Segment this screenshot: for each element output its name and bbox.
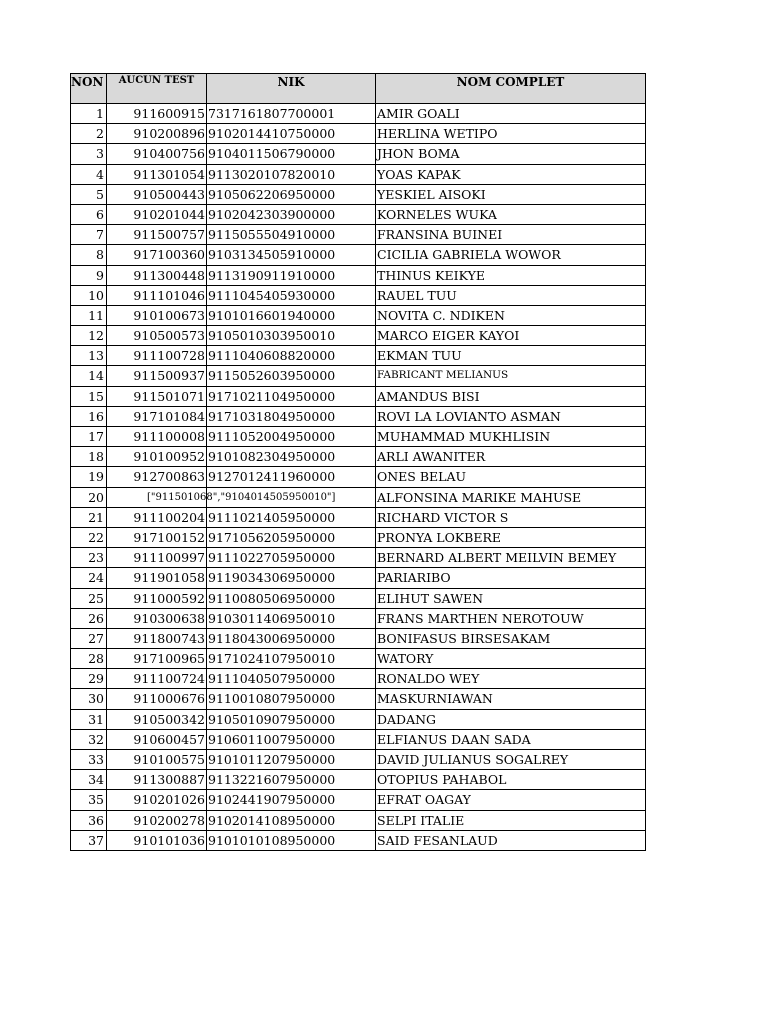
test-cell: 911000676	[107, 689, 207, 709]
test-cell: 910500443	[107, 184, 207, 204]
nik-cell: 9102014410750000	[207, 124, 376, 144]
table-row	[71, 507, 646, 527]
nik-cell: 9111052004950000	[207, 427, 376, 447]
name-cell: OTOPIUS PAHABOL	[376, 770, 646, 790]
nik-cell: 9101011207950000	[207, 750, 376, 770]
nik-cell: 9104011506790000	[207, 144, 376, 164]
row-number: 5	[71, 184, 107, 204]
table-body	[71, 104, 646, 851]
row-number: 1	[71, 104, 107, 124]
test-cell: 910100673	[107, 305, 207, 325]
test-cell: 910201026	[107, 790, 207, 810]
table-row	[71, 628, 646, 648]
table-row	[71, 527, 646, 547]
test-cell: 911100724	[107, 669, 207, 689]
row-number: 7	[71, 225, 107, 245]
name-cell: YESKIEL AISOKI	[376, 184, 646, 204]
table-row	[71, 225, 646, 245]
participants-table	[70, 73, 646, 851]
row-number: 10	[71, 285, 107, 305]
nik-cell: 9113221607950000	[207, 770, 376, 790]
row-number: 14	[71, 366, 107, 386]
test-cell: 911500937	[107, 366, 207, 386]
table-row	[71, 467, 646, 487]
name-cell: FRANS MARTHEN NEROTOUW	[376, 608, 646, 628]
nik-cell: 9110080506950000	[207, 588, 376, 608]
table-row	[71, 346, 646, 366]
table-row	[71, 689, 646, 709]
nik-cell: 9103134505910000	[207, 245, 376, 265]
table-row	[71, 265, 646, 285]
name-cell: EFRAT OAGAY	[376, 790, 646, 810]
row-number: 20	[71, 487, 107, 507]
nik-cell: 9105010907950000	[207, 709, 376, 729]
row-number: 12	[71, 326, 107, 346]
row-number: 36	[71, 810, 107, 830]
table-row	[71, 830, 646, 850]
nik-cell: 9111021405950000	[207, 507, 376, 527]
row-number: 31	[71, 709, 107, 729]
nik-cell: 9102014108950000	[207, 810, 376, 830]
table-row	[71, 810, 646, 830]
row-number: 30	[71, 689, 107, 709]
name-cell: NOVITA C. NDIKEN	[376, 305, 646, 325]
test-cell: 911000592	[107, 588, 207, 608]
test-cell: 917100360	[107, 245, 207, 265]
table-row	[71, 204, 646, 224]
name-cell: MUHAMMAD MUKHLISIN	[376, 427, 646, 447]
test-cell: 910200896	[107, 124, 207, 144]
nik-cell: 9105010303950010	[207, 326, 376, 346]
nik-cell: 9171021104950000	[207, 386, 376, 406]
header-test: AUCUN TEST	[107, 74, 207, 104]
test-cell: 911100728	[107, 346, 207, 366]
nik-cell: 9115055504910000	[207, 225, 376, 245]
row-number: 27	[71, 628, 107, 648]
table-row	[71, 608, 646, 628]
nik-cell: 9103011406950010	[207, 608, 376, 628]
test-cell: 912700863	[107, 467, 207, 487]
name-cell: RONALDO WEY	[376, 669, 646, 689]
nik-cell: 9110010807950000	[207, 689, 376, 709]
nik-cell: 9113190911910000	[207, 265, 376, 285]
table-row	[71, 790, 646, 810]
table-row	[71, 729, 646, 749]
table-row	[71, 770, 646, 790]
table-row	[71, 184, 646, 204]
name-cell: MASKURNIAWAN	[376, 689, 646, 709]
test-value: ["911501068","9104014505950010"]	[147, 491, 336, 503]
nik-cell: 9101082304950000	[207, 447, 376, 467]
table-row	[71, 548, 646, 568]
row-number: 2	[71, 124, 107, 144]
name-cell: CICILIA GABRIELA WOWOR	[376, 245, 646, 265]
row-number: 35	[71, 790, 107, 810]
row-number: 29	[71, 669, 107, 689]
table-row	[71, 568, 646, 588]
row-number: 13	[71, 346, 107, 366]
nik-cell: 9171056205950000	[207, 527, 376, 547]
test-cell: 911101046	[107, 285, 207, 305]
test-cell: 911300448	[107, 265, 207, 285]
test-cell	[107, 487, 336, 507]
table-row	[71, 750, 646, 770]
spreadsheet	[70, 73, 645, 851]
test-cell: 910100952	[107, 447, 207, 467]
test-cell: 910500573	[107, 326, 207, 346]
name-cell: ROVI LA LOVIANTO ASMAN	[376, 406, 646, 426]
name-cell: PARIARIBO	[376, 568, 646, 588]
row-number: 6	[71, 204, 107, 224]
nik-cell: 9171024107950010	[207, 649, 376, 669]
nik-cell: 9111045405930000	[207, 285, 376, 305]
name-cell: BERNARD ALBERT MEILVIN BEMEY	[376, 548, 646, 568]
test-cell: 911901058	[107, 568, 207, 588]
test-cell: 911300887	[107, 770, 207, 790]
row-number: 15	[71, 386, 107, 406]
name-cell: WATORY	[376, 649, 646, 669]
row-number: 28	[71, 649, 107, 669]
row-number: 22	[71, 527, 107, 547]
name-cell: DADANG	[376, 709, 646, 729]
table-row	[71, 124, 646, 144]
name-cell: FABRICANT MELIANUS	[376, 366, 646, 386]
table-row	[71, 427, 646, 447]
test-cell: 910400756	[107, 144, 207, 164]
row-number: 11	[71, 305, 107, 325]
nik-cell: 9101016601940000	[207, 305, 376, 325]
name-cell: ARLI AWANITER	[376, 447, 646, 467]
table-row	[71, 406, 646, 426]
test-cell: 910201044	[107, 204, 207, 224]
row-number: 23	[71, 548, 107, 568]
row-number: 21	[71, 507, 107, 527]
table-row	[71, 669, 646, 689]
nik-cell: 9111040507950000	[207, 669, 376, 689]
nik-cell: 9101010108950000	[207, 830, 376, 850]
nik-cell: 9105062206950000	[207, 184, 376, 204]
name-cell: PRONYA LOKBERE	[376, 527, 646, 547]
row-number: 8	[71, 245, 107, 265]
nik-cell: 9115052603950000	[207, 366, 376, 386]
row-number: 4	[71, 164, 107, 184]
test-cell: 910200278	[107, 810, 207, 830]
header-nom: NOM COMPLET	[376, 74, 646, 104]
table-row	[71, 144, 646, 164]
name-cell: ALFONSINA MARIKE MAHUSE	[376, 487, 646, 507]
table-row	[71, 487, 646, 507]
name-cell: THINUS KEIKYE	[376, 265, 646, 285]
name-cell: YOAS KAPAK	[376, 164, 646, 184]
test-cell: 910300638	[107, 608, 207, 628]
header-row	[71, 74, 646, 104]
name-cell: EKMAN TUU	[376, 346, 646, 366]
header-nik: NIK	[207, 74, 376, 104]
nik-cell: 9119034306950000	[207, 568, 376, 588]
test-cell: 911800743	[107, 628, 207, 648]
nik-cell: 9118043006950000	[207, 628, 376, 648]
test-cell: 910600457	[107, 729, 207, 749]
row-number: 33	[71, 750, 107, 770]
name-cell: AMIR GOALI	[376, 104, 646, 124]
test-cell: 911100008	[107, 427, 207, 447]
name-cell: KORNELES WUKA	[376, 204, 646, 224]
name-cell: RAUEL TUU	[376, 285, 646, 305]
row-number: 3	[71, 144, 107, 164]
test-cell: 917101084	[107, 406, 207, 426]
test-cell: 917100152	[107, 527, 207, 547]
test-cell: 910100575	[107, 750, 207, 770]
name-cell: MARCO EIGER KAYOI	[376, 326, 646, 346]
row-number: 24	[71, 568, 107, 588]
nik-cell: 9127012411960000	[207, 467, 376, 487]
name-cell: DAVID JULIANUS SOGALREY	[376, 750, 646, 770]
row-number: 19	[71, 467, 107, 487]
name-cell: HERLINA WETIPO	[376, 124, 646, 144]
table-row	[71, 164, 646, 184]
table-row	[71, 709, 646, 729]
table-row	[71, 305, 646, 325]
table-row	[71, 245, 646, 265]
row-number: 16	[71, 406, 107, 426]
name-cell: BONIFASUS BIRSESAKAM	[376, 628, 646, 648]
row-number: 18	[71, 447, 107, 467]
header-no: NON	[71, 74, 107, 104]
nik-cell: 9102042303900000	[207, 204, 376, 224]
table-row	[71, 104, 646, 124]
row-number: 32	[71, 729, 107, 749]
row-number: 37	[71, 830, 107, 850]
table-row	[71, 285, 646, 305]
name-cell: AMANDUS BISI	[376, 386, 646, 406]
name-cell: ELFIANUS DAAN SADA	[376, 729, 646, 749]
row-number: 25	[71, 588, 107, 608]
name-cell: JHON BOMA	[376, 144, 646, 164]
test-cell: 910500342	[107, 709, 207, 729]
table-row	[71, 649, 646, 669]
table-row	[71, 588, 646, 608]
name-cell: ONES BELAU	[376, 467, 646, 487]
test-cell: 911301054	[107, 164, 207, 184]
nik-cell: 9111022705950000	[207, 548, 376, 568]
test-cell: 910101036	[107, 830, 207, 850]
table-row	[71, 447, 646, 467]
test-cell: 911600915	[107, 104, 207, 124]
name-cell: SELPI ITALIE	[376, 810, 646, 830]
test-cell: 917100965	[107, 649, 207, 669]
row-number: 9	[71, 265, 107, 285]
name-cell: RICHARD VICTOR S	[376, 507, 646, 527]
row-number: 26	[71, 608, 107, 628]
nik-cell: 9106011007950000	[207, 729, 376, 749]
test-cell: 911500757	[107, 225, 207, 245]
test-cell: 911100997	[107, 548, 207, 568]
row-number: 34	[71, 770, 107, 790]
nik-cell: 9171031804950000	[207, 406, 376, 426]
name-cell: ELIHUT SAWEN	[376, 588, 646, 608]
name-cell: FRANSINA BUINEI	[376, 225, 646, 245]
test-cell: 911501071	[107, 386, 207, 406]
nik-cell: 9102441907950000	[207, 790, 376, 810]
table-row	[71, 366, 646, 386]
table-row	[71, 326, 646, 346]
nik-cell: 9113020107820010	[207, 164, 376, 184]
nik-cell: 7317161807700001	[207, 104, 376, 124]
nik-cell: 9111040608820000	[207, 346, 376, 366]
test-cell: 911100204	[107, 507, 207, 527]
name-cell: SAID FESANLAUD	[376, 830, 646, 850]
row-number: 17	[71, 427, 107, 447]
table-row	[71, 386, 646, 406]
